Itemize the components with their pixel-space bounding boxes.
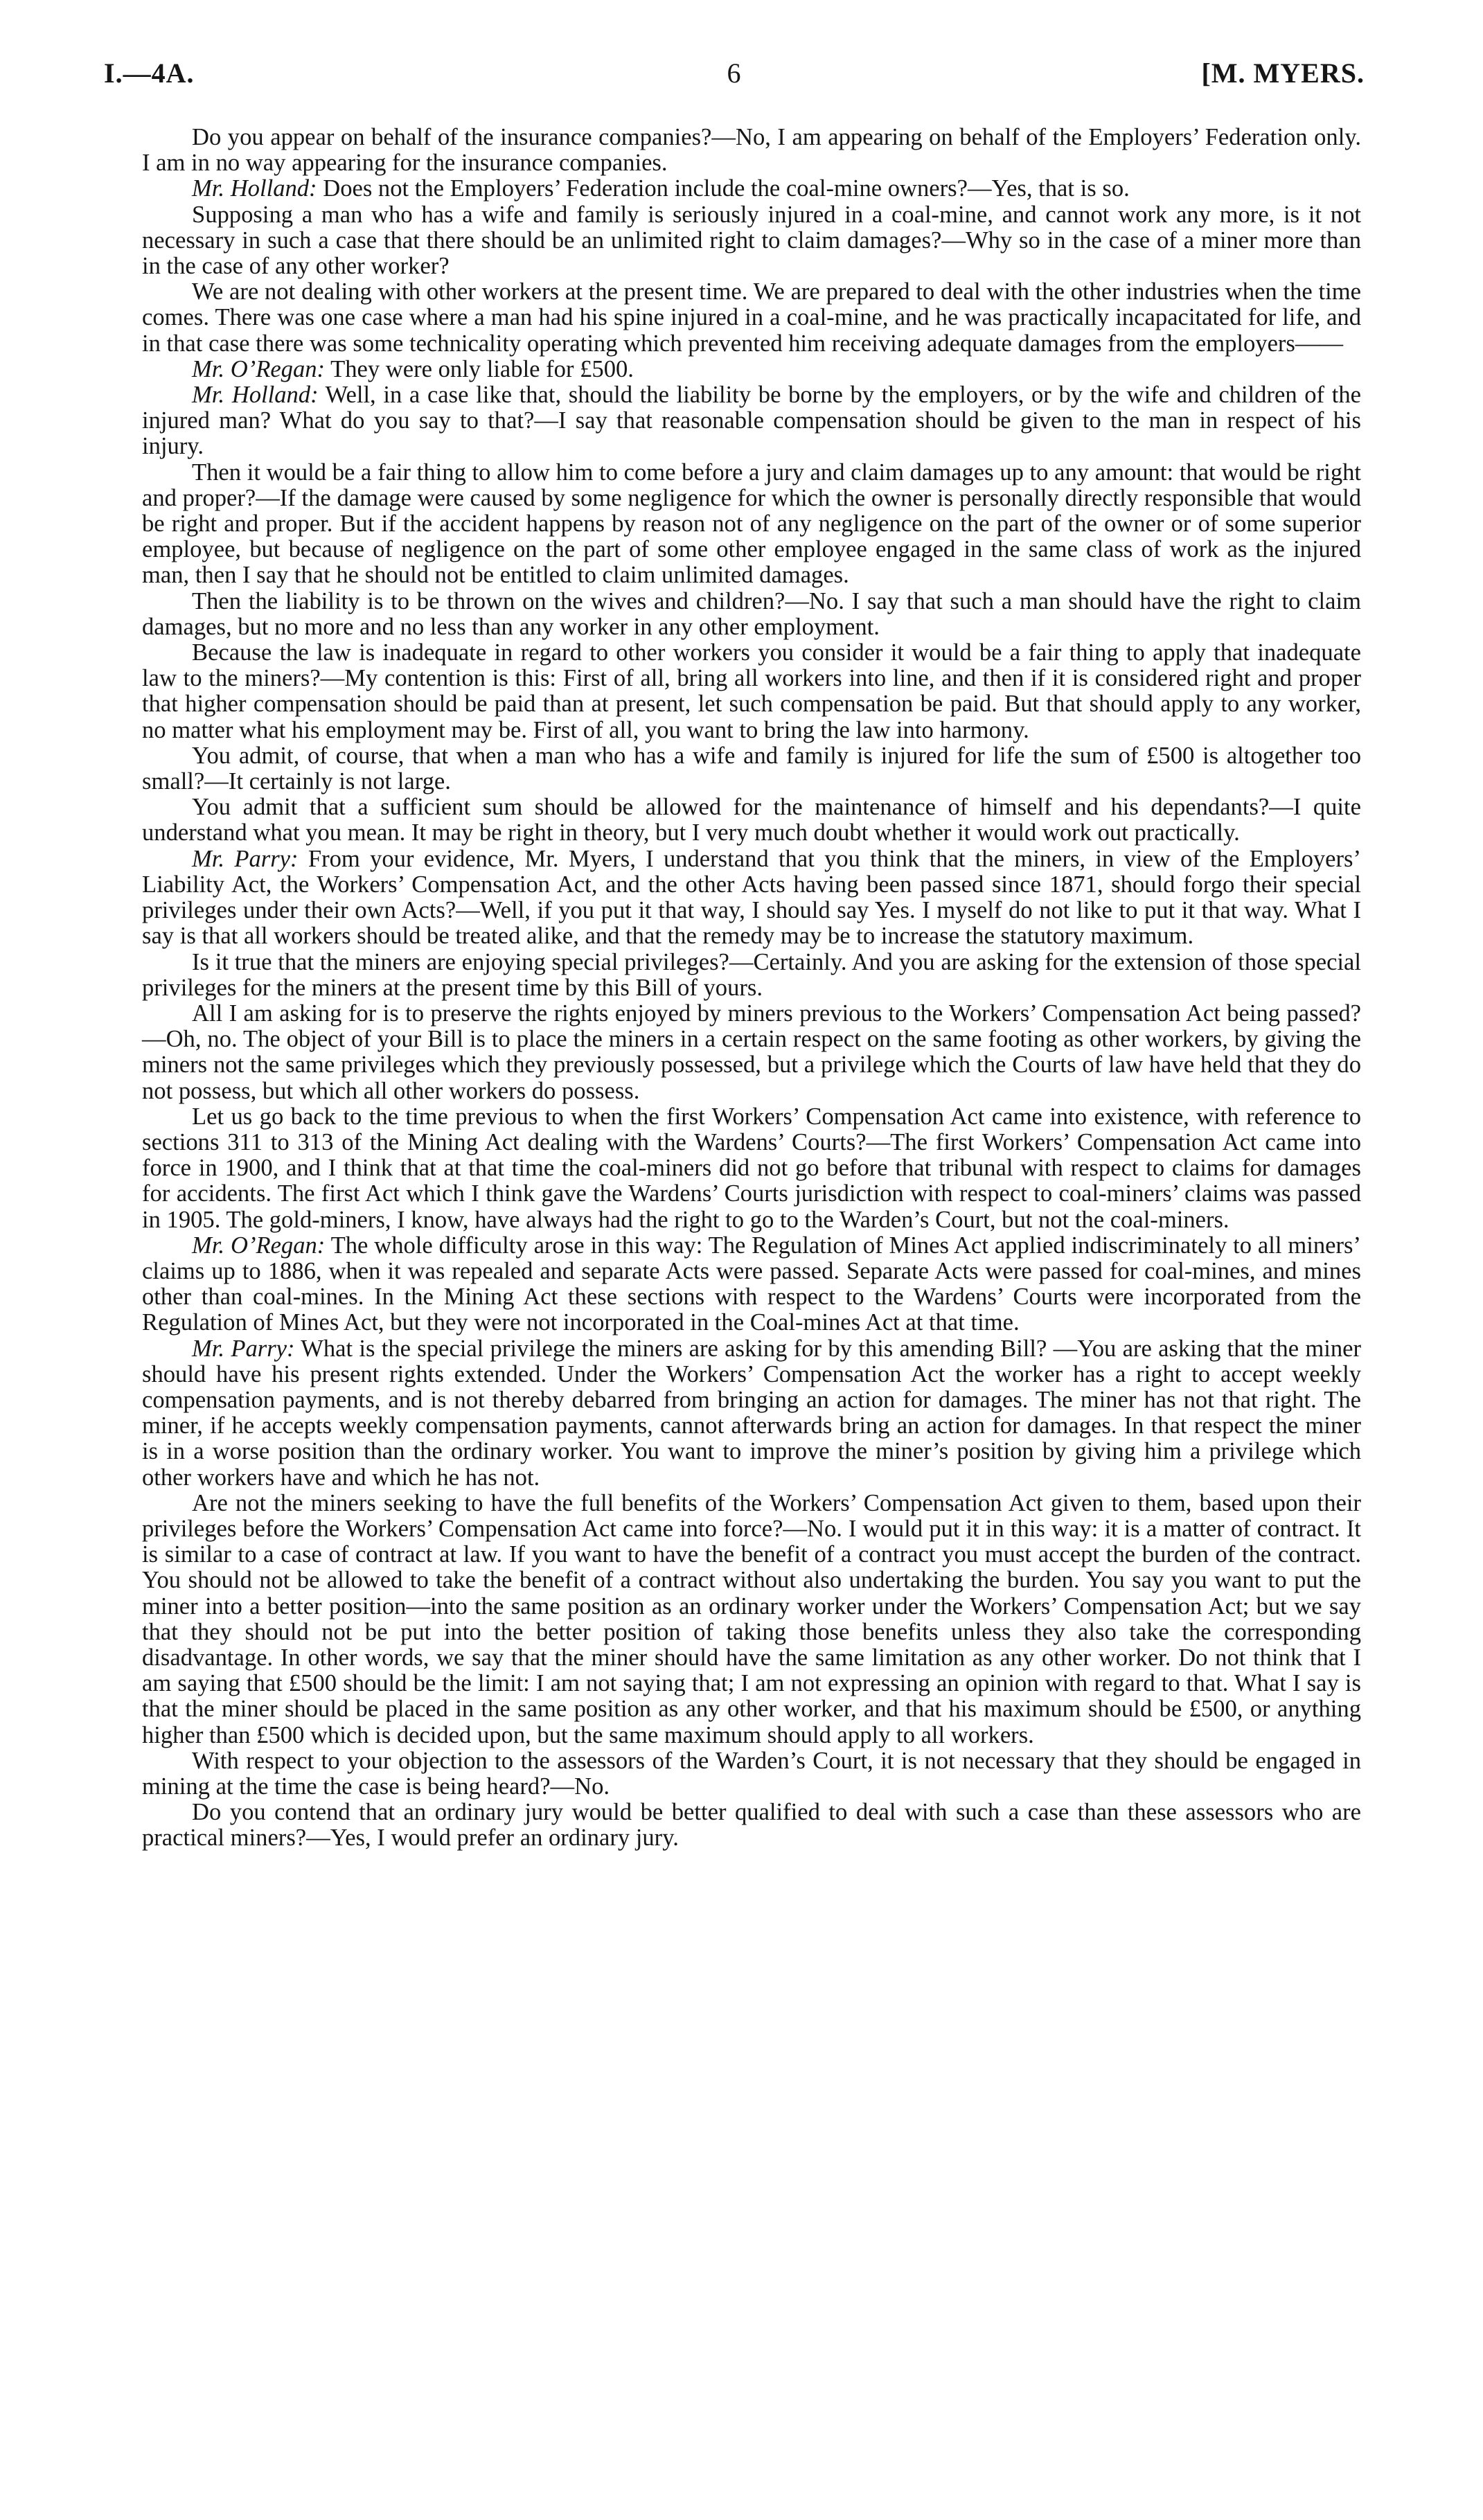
- paragraph: [142, 640, 1361, 743]
- paragraph-text: Because the law is inadequate in regard to other workers you consider it would be a fair thing to apply that inadequate law to the miners?—My contention is this: First of all, bring all workers into line, and then if it is considered right and proper that higher compensation should be paid than at present, let such compensation be paid. But that should apply to any worker, no matter what his employment may be. First of all, you want to bring the law into harmony.: [142, 639, 1361, 743]
- paragraph-text: What is the special privilege the miners are asking for by this amending Bill? —You are asking that the miner should have his present rights extended. Under the Workers’ Compensation Act the worker has a right to accept weekly compensation payments, and is not thereby debarred from bringing an action for damages. The miner has not that right. The miner, if he accepts weekly compensation payments, cannot afterwards bring an action for damages. In that respect the miner is in a worse position than the ordinary worker. You want to improve the miner’s position by giving him a privilege which other workers have and which he has not.: [142, 1335, 1361, 1491]
- paragraph-text: Does not the Employers’ Federation include the coal-mine owners?—Yes, that is so.: [317, 175, 1130, 202]
- speaker-label: Mr. Parry:: [192, 1335, 295, 1362]
- paragraph: [142, 1104, 1361, 1233]
- witness-name: [M. MYERS.: [1201, 57, 1365, 89]
- speaker-label: Mr. O’Regan:: [192, 355, 326, 382]
- paragraph: [142, 1748, 1361, 1800]
- paragraph: [142, 1800, 1361, 1851]
- paragraph-text: They were only liable for £500.: [325, 355, 634, 382]
- paragraph-text: All I am asking for is to preserve the rights enjoyed by miners previous to the Workers’ Compensation Act being passed?—Oh, no. The object of your Bill is to place the miners in a certain respect on the same footing as other workers, by giving the miners not the same privileges which they previously possessed, but a privilege which the Courts of law have held that they do not possess, but which all other workers do possess.: [142, 1000, 1361, 1104]
- paragraph-text: Then the liability is to be thrown on the wives and children?—No. I say that such a man should have the right to claim damages, but no more and no less than any worker in any other employment.: [142, 587, 1361, 640]
- paragraph: [142, 589, 1361, 640]
- paragraph-text: We are not dealing with other workers at the present time. We are prepared to deal with the other industries when the time comes. There was one case where a man had his spine injured in a coal-mine, and he was practically incapacitated for life, and in that case there was some technicality operating which prevented him receiving adequate damages from the employers——: [142, 278, 1361, 357]
- speaker-label: Mr. Holland:: [192, 175, 317, 202]
- paragraph: [142, 176, 1361, 202]
- paragraph-text: Let us go back to the time previous to when the first Workers’ Compensation Act came into existence, with reference to sections 311 to 313 of the Mining Act dealing with the Wardens’ Courts?—The first Workers’ Compensation Act came into force in 1900, and I think that at that time the coal-miners did not go before that tribunal with respect to claims for damages for accidents. The first Act which I think gave the Wardens’ Courts jurisdiction with respect to coal-miners’ claims was passed in 1905. The gold-miners, I know, have always had the right to go to the Warden’s Court, but not the coal-miners.: [142, 1103, 1361, 1233]
- paragraph-text: Do you contend that an ordinary jury would be better qualified to deal with such a case than these assessors who are practical miners?—Yes, I would prefer an ordinary jury.: [142, 1799, 1361, 1852]
- paragraph-text: Well, in a case like that, should the liability be borne by the employers, or by the wife and children of the injured man? What do you say to that?—I say that reasonable compensation should be given to the man in respect of his injury.: [142, 382, 1361, 460]
- paragraph-text: Then it would be a fair thing to allow him to come before a jury and claim damages up to any amount: that would be right and proper?—If the damage were caused by some negligence for which the owner is personally directly responsible that would be right and proper. But if the accident happens by reason not of any negligence on the part of the owner or of some superior employee, but because of negligence on the part of some other employee engaged in the same class of work as the injured man, then I say that he should not be entitled to claim unlimited damages.: [142, 459, 1361, 589]
- paragraph: [142, 1336, 1361, 1491]
- speaker-label: Mr. Parry:: [192, 845, 299, 872]
- paragraph: [142, 743, 1361, 795]
- paragraph-text: Do you appear on behalf of the insurance companies?—No, I am appearing on behalf of the Employers’ Federation only. I am in no way appearing for the insurance companies.: [142, 124, 1361, 177]
- paragraph-text: From your evidence, Mr. Myers, I understand that you think that the miners, in view of the Employers’ Liability Act, the Workers’ Compensation Act, and the other Acts having been passed since 1871, should forgo their special privileges under their own Acts?—Well, if you put it that way, I should say Yes. I myself do not like to put it that way. What I say is that all workers should be treated alike, and that the remedy may be to increase the statutory maximum.: [142, 845, 1362, 950]
- body-text: [142, 125, 1361, 1852]
- paragraph-text: Are not the miners seeking to have the full benefits of the Workers’ Compensation Act given to them, based upon their privileges before the Workers’ Compensation Act came into force?—No. I would put it in this way: it is a matter of contract. It is similar to a case of contract at law. If you want to have the benefit of a contract you must accept the burden of the contract. You should not be allowed to take the benefit of a contract without also undertaking the burden. You say you want to put the miner into a better position—into the same position as an ordinary worker under the Workers’ Compensation Act; but we say that they should not be put into the better position of taking those benefits unless they also take the corresponding disadvantage. In other words, we say that the miner should have the same limitation as any other worker. Do not think that I am saying that £500 should be the limit: I am not saying that; I am not expressing an opinion with regard to that. What I say is that the miner should be placed in the same position as any other worker, and that his maximum should be £500, or anything higher than £500 which is decided upon, but the same maximum should apply to all workers.: [142, 1489, 1361, 1748]
- page-number: 6: [727, 57, 742, 89]
- paragraph-text: The whole difficulty arose in this way: The Regulation of Mines Act applied indiscriminately to all miners’ claims up to 1886, when it was repealed and separate Acts were passed. Separate Acts were passed for coal-mines, and mines other than coal-mines. In the Mining Act these sections with respect to the Wardens’ Courts were incorporated from the Regulation of Mines Act, but they were not incorporated in the Coal-mines Act at that time.: [142, 1232, 1361, 1336]
- speaker-label: Mr. Holland:: [192, 382, 319, 409]
- paragraph: [142, 460, 1361, 589]
- paragraph: [142, 846, 1361, 950]
- paragraph: [142, 795, 1361, 846]
- paragraph-text: You admit that a sufficient sum should be allowed for the maintenance of himself and his dependants?—I quite understand what you mean. It may be right in theory, but I very much doubt whether it would work out practically.: [142, 794, 1361, 846]
- paragraph-text: You admit, of course, that when a man who has a wife and family is injured for life the sum of £500 is altogether too small?—It certainly is not large.: [142, 742, 1361, 795]
- paragraph: [142, 1001, 1361, 1104]
- paragraph-text: With respect to your objection to the assessors of the Warden’s Court, it is not necessary that they should be engaged in mining at the time the case is being heard?—No.: [142, 1747, 1361, 1800]
- speaker-label: Mr. O’Regan:: [192, 1232, 326, 1259]
- paragraph: [142, 202, 1361, 280]
- running-header: [104, 57, 1365, 98]
- paragraph: [142, 382, 1361, 460]
- paragraph: [142, 1491, 1361, 1748]
- paragraph: [142, 279, 1361, 357]
- paragraph: [142, 1233, 1361, 1336]
- paper-reference: I.—4A.: [104, 57, 195, 89]
- paragraph: [142, 950, 1361, 1001]
- paragraph: [142, 125, 1361, 176]
- paragraph: [142, 357, 1361, 382]
- paragraph-text: Is it true that the miners are enjoying special privileges?—Certainly. And you are asking for the extension of those special privileges for the miners at the present time by this Bill of yours.: [142, 948, 1361, 1001]
- paragraph-text: Supposing a man who has a wife and family is seriously injured in a coal-mine, and cannot work any more, is it not necessary in such a case that there should be an unlimited right to claim damages?—Why so in the case of a miner more than in the case of any other worker?: [142, 201, 1361, 280]
